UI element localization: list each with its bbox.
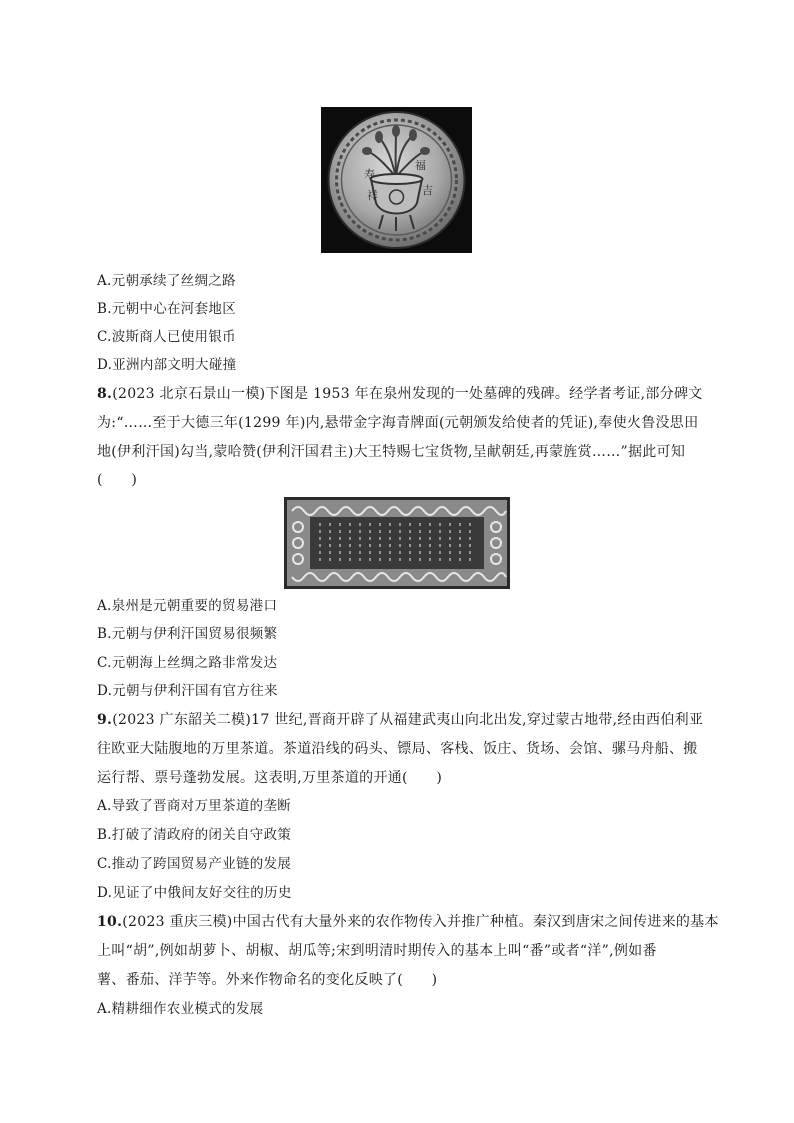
q8-stem-line-3: 地(伊利汗国)勾当,蒙哈赞(伊利汗国君主)大王特赐七宝货物,呈献朝廷,再蒙旌赏……”据此可知 xyxy=(97,444,686,460)
coin-rim-char-4: 祥 xyxy=(367,189,378,202)
coin-rim-char-3: 吉 xyxy=(422,184,433,197)
q9-option-c[interactable]: C.推动了跨国贸易产业链的发展 xyxy=(97,856,292,872)
coin-figure xyxy=(321,107,472,253)
coin-rim-char-2: 寿 xyxy=(364,168,375,181)
q8-stem-line-4: ( ) xyxy=(97,472,138,488)
stele-image xyxy=(284,497,510,589)
q10-stem-line-2: 上叫“胡”,例如胡萝卜、胡椒、胡瓜等;宋到明清时期传入的基本上叫“番”或者“洋”,例如番 xyxy=(97,943,657,959)
q8-option-d[interactable]: D.元朝与伊利汗国有官方往来 xyxy=(97,683,278,699)
q9-option-b[interactable]: B.打破了清政府的闭关自守政策 xyxy=(97,827,292,843)
q7-option-c[interactable]: C.波斯商人已使用银币 xyxy=(97,329,236,345)
q10-stem-line-1 xyxy=(97,913,719,931)
q7-option-b[interactable]: B.元朝中心在河套地区 xyxy=(97,301,237,317)
q7-option-d[interactable]: D.亚洲内部文明大碰撞 xyxy=(97,357,237,373)
q10-stem-line-3: 薯、番茄、洋芋等。外来作物命名的变化反映了( ) xyxy=(97,972,438,988)
q7-option-a[interactable]: A.元朝承续了丝绸之路 xyxy=(97,273,236,289)
q9-stem-text-1: (2023 广东韶关二模)17 世纪,晋商开辟了从福建武夷山向北出发,穿过蒙古地带,经由西伯利亚 xyxy=(112,712,704,728)
q8-stem-text-1: (2023 北京石景山一模)下图是 1953 年在泉州发现的一处墓碑的残碑。经学者考证,部分碑文 xyxy=(112,386,703,402)
q9-option-a[interactable]: A.导致了晋商对万里茶道的垄断 xyxy=(97,798,292,814)
coin-rim-char-1: 福 xyxy=(415,159,426,172)
q8-option-a[interactable]: A.泉州是元朝重要的贸易港口 xyxy=(97,598,278,614)
q8-stem-line-1 xyxy=(97,385,703,403)
coin-image xyxy=(321,107,472,253)
q10-stem-text-1: (2023 重庆三模)中国古代有大量外来的农作物传入并推广种植。秦汉到唐宋之间传进来的基本 xyxy=(122,914,719,930)
q8-option-b[interactable]: B.元朝与伊利汗国贸易很频繁 xyxy=(97,626,278,642)
q9-stem-line-2: 往欧亚大陆腹地的万里茶道。茶道沿线的码头、镖局、客栈、饭庄、货场、会馆、骡马舟船、搬 xyxy=(97,741,698,757)
q9-option-d[interactable]: D.见证了中俄间友好交往的历史 xyxy=(97,885,292,901)
q10-option-a[interactable]: A.精耕细作农业模式的发展 xyxy=(97,1001,264,1017)
q8-stem-line-2: 为:“……至于大德三年(1299 年)内,悬带金字海青牌面(元朝颁发给使者的凭证),奉使火鲁没思田 xyxy=(97,415,699,431)
q9-number: 9. xyxy=(97,712,113,728)
q9-stem-line-3: 运行帮、票号蓬勃发展。这表明,万里茶道的开通( ) xyxy=(97,770,443,786)
q8-number: 8. xyxy=(97,386,113,402)
q8-option-c[interactable]: C.元朝海上丝绸之路非常发达 xyxy=(97,655,278,671)
q10-number: 10. xyxy=(97,914,123,930)
q9-stem-line-1 xyxy=(97,711,704,729)
stele-figure xyxy=(284,497,510,589)
